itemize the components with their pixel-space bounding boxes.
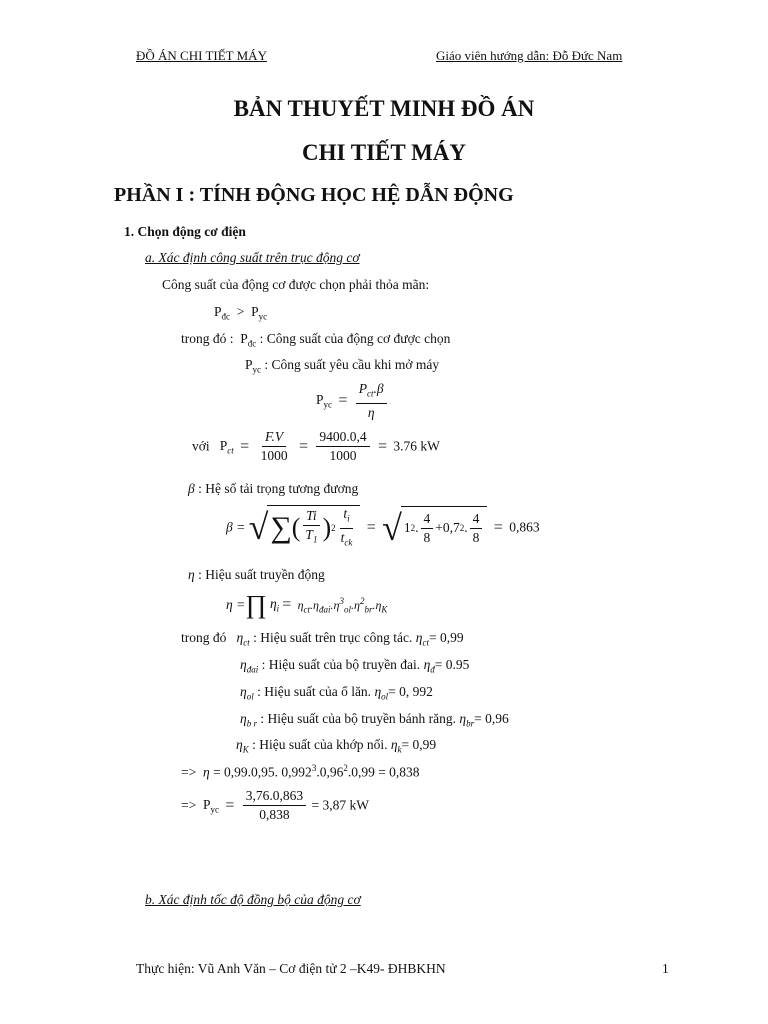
eta-result: => η = 0,99.0,95. $0,992^3.0,96^2.0,99 = 0,838$ xyxy=(181,763,420,780)
eff-item-k: $\eta_K$ : Hiệu suất của khớp nối. $\eta_k= 0,99$ xyxy=(236,737,437,755)
beta-label: β : Hệ số tải trọng tương đương xyxy=(188,481,359,496)
where-pdc: trong đó : $P_{đc}$ : Công suất của động cơ được chọn xyxy=(181,331,451,349)
pyc-formula: $P_{yc}$ = $\frac{P_{ct}.\beta}{\eta}$ xyxy=(316,381,389,421)
footer-author: Thực hiện: Vũ Anh Văn – Cơ điện tử 2 –K49- ĐHBKHN xyxy=(136,961,446,976)
eff-item-ol: $\eta_{ol}$ : Hiệu suất của ổ lăn. $\eta_{ol}= 0$, 992 xyxy=(240,684,433,702)
title-line1: BẢN THUYẾT MINH ĐỒ ÁN xyxy=(233,96,535,121)
intro-text: Công suất của động cơ được chọn phải thỏa mãn: xyxy=(162,277,430,292)
where-pyc: $P_{yc}$ : Công suất yêu cầu khi mở máy xyxy=(245,357,440,375)
subsection-b: b. Xác định tốc độ đồng bộ của động cơ xyxy=(145,892,361,907)
subsection-a: a. Xác định công suất trên trục động cơ xyxy=(145,250,360,265)
eff-item-dai: $\eta_{đai}$ : Hiệu suất của bộ truyền đai. $\eta_đ= 0.95$ xyxy=(240,657,470,675)
eta-label: η : Hiệu suất truyền động xyxy=(188,567,325,582)
title-line2: CHI TIẾT MÁY xyxy=(301,140,467,165)
pyc-result: => $P_{yc}$ = $\frac{3,76.0,863}{0,838}$ = 3,87 kW xyxy=(181,788,370,822)
pct-formula: với $P_{ct}$ = $\frac{F.V}{1000}$ = $\frac{9400.0,4}{1000}$ = 3.76 kW xyxy=(192,429,440,463)
beta-formula: β = √ ∑ ( $\frac{Ti}{T_1}$ ) 2 $\frac{t_i}{t_{ck}}$ = √ 1 2 . $\frac{4}{8}$ +0,7 2 . $\frac{4}{8}$ = 0,863 xyxy=(226,505,540,550)
eta-formula: η =∏ $\eta_i = \eta_{ct}.\eta_{đai}.\eta^3_{ol}.\eta^2_{br}.\eta_K$ xyxy=(226,590,388,619)
header-right: Giáo viên hướng dẫn: Đỗ Đức Nam xyxy=(436,48,623,63)
part-heading: PHẦN I : TÍNH ĐỘNG HỌC HỆ DẪN ĐỘNG xyxy=(114,184,514,206)
eff-item-br: $\eta_{b r}$ : Hiệu suất của bộ truyền bánh răng. $\eta_{br}= 0,96$ xyxy=(240,711,509,729)
header-left: ĐỒ ÁN CHI TIẾT MÁY xyxy=(136,48,267,63)
page-number: 1 xyxy=(662,961,669,976)
section-heading: 1. Chọn động cơ điện xyxy=(124,224,246,239)
eff-item-ct: trong đó $\eta_{ct}$ : Hiệu suất trên trục công tác. $\eta_{ct}= 0,99$ xyxy=(181,630,464,648)
condition-formula: $P_{đc} > P_{yc}$ xyxy=(214,304,268,322)
